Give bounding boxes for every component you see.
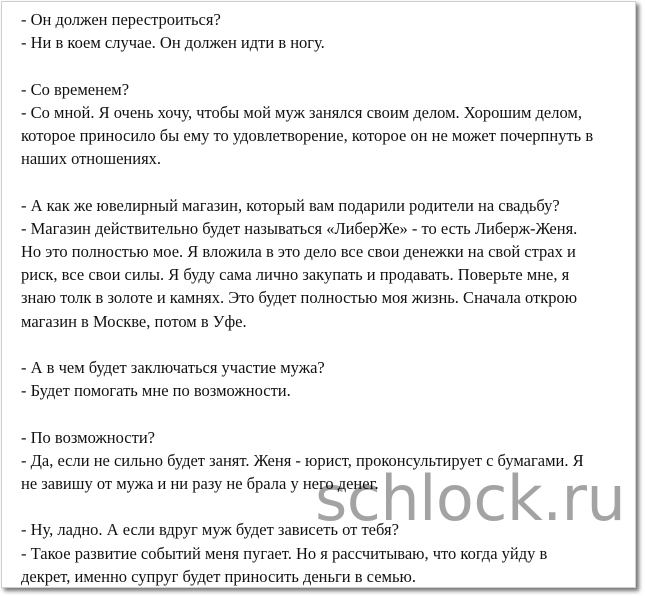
interview-text (21, 8, 631, 588)
text-line: - А как же ювелирный магазин, который вам подарили родители на свадьбу? (21, 195, 560, 215)
text-line: - Со временем? (21, 79, 130, 99)
paragraph (21, 518, 631, 588)
text-line: знаю толк в золоте и камнях. Это будет полностью моя жизнь. Сначала открою (21, 288, 578, 308)
text-line: не завишу от мужа и ни разу не брала у него денег. (21, 474, 379, 493)
text-line: - Магазин действительно будет называться «ЛиберЖе» - то есть Либерж-Женя. (21, 218, 578, 238)
text-line: - Ни в коем случае. Он должен идти в ногу. (21, 33, 325, 53)
paragraph (21, 426, 631, 496)
text-line: - Он должен перестроиться? (21, 10, 221, 29)
text-line: магазин в Москве, потом в Уфе. (21, 311, 247, 331)
text-line: которое приносило бы ему то удовлетворение, которое он не может почерпнуть в (21, 126, 594, 145)
text-line: - Да, если не сильно будет занят. Женя - юрист, проконсультирует с бумагами. Я (21, 450, 584, 470)
text-line: - Будет помогать мне по возможности. (21, 381, 291, 401)
text-line: - Со мной. Я очень хочу, чтобы мой муж занялся своим делом. Хорошим делом, (21, 102, 582, 122)
text-line: Но это полностью мое. Я вложила в это дело все свои денежки на свой страх и (21, 242, 576, 261)
site-watermark: schlock.ru (315, 462, 626, 535)
text-line: - По возможности? (21, 427, 155, 447)
paragraph (21, 356, 631, 402)
text-line: - А в чем будет заключаться участие мужа? (21, 358, 325, 377)
text-line: - Ну, ладно. А если вдруг муж будет зависеть от тебя? (21, 520, 399, 540)
article-frame (1, 1, 636, 588)
paragraph (21, 8, 631, 54)
paragraph (21, 194, 631, 333)
text-line: риск, все свои силы. Я буду сама лично закупать и продавать. Поверьте мне, я (21, 265, 570, 285)
paragraph (21, 78, 631, 171)
text-line: декрет, именно супруг будет приносить деньги в семью. (21, 566, 416, 586)
text-line: наших отношениях. (21, 149, 162, 169)
text-line: - Такое развитие событий меня пугает. Но я рассчитываю, что когда уйду в (21, 543, 548, 563)
